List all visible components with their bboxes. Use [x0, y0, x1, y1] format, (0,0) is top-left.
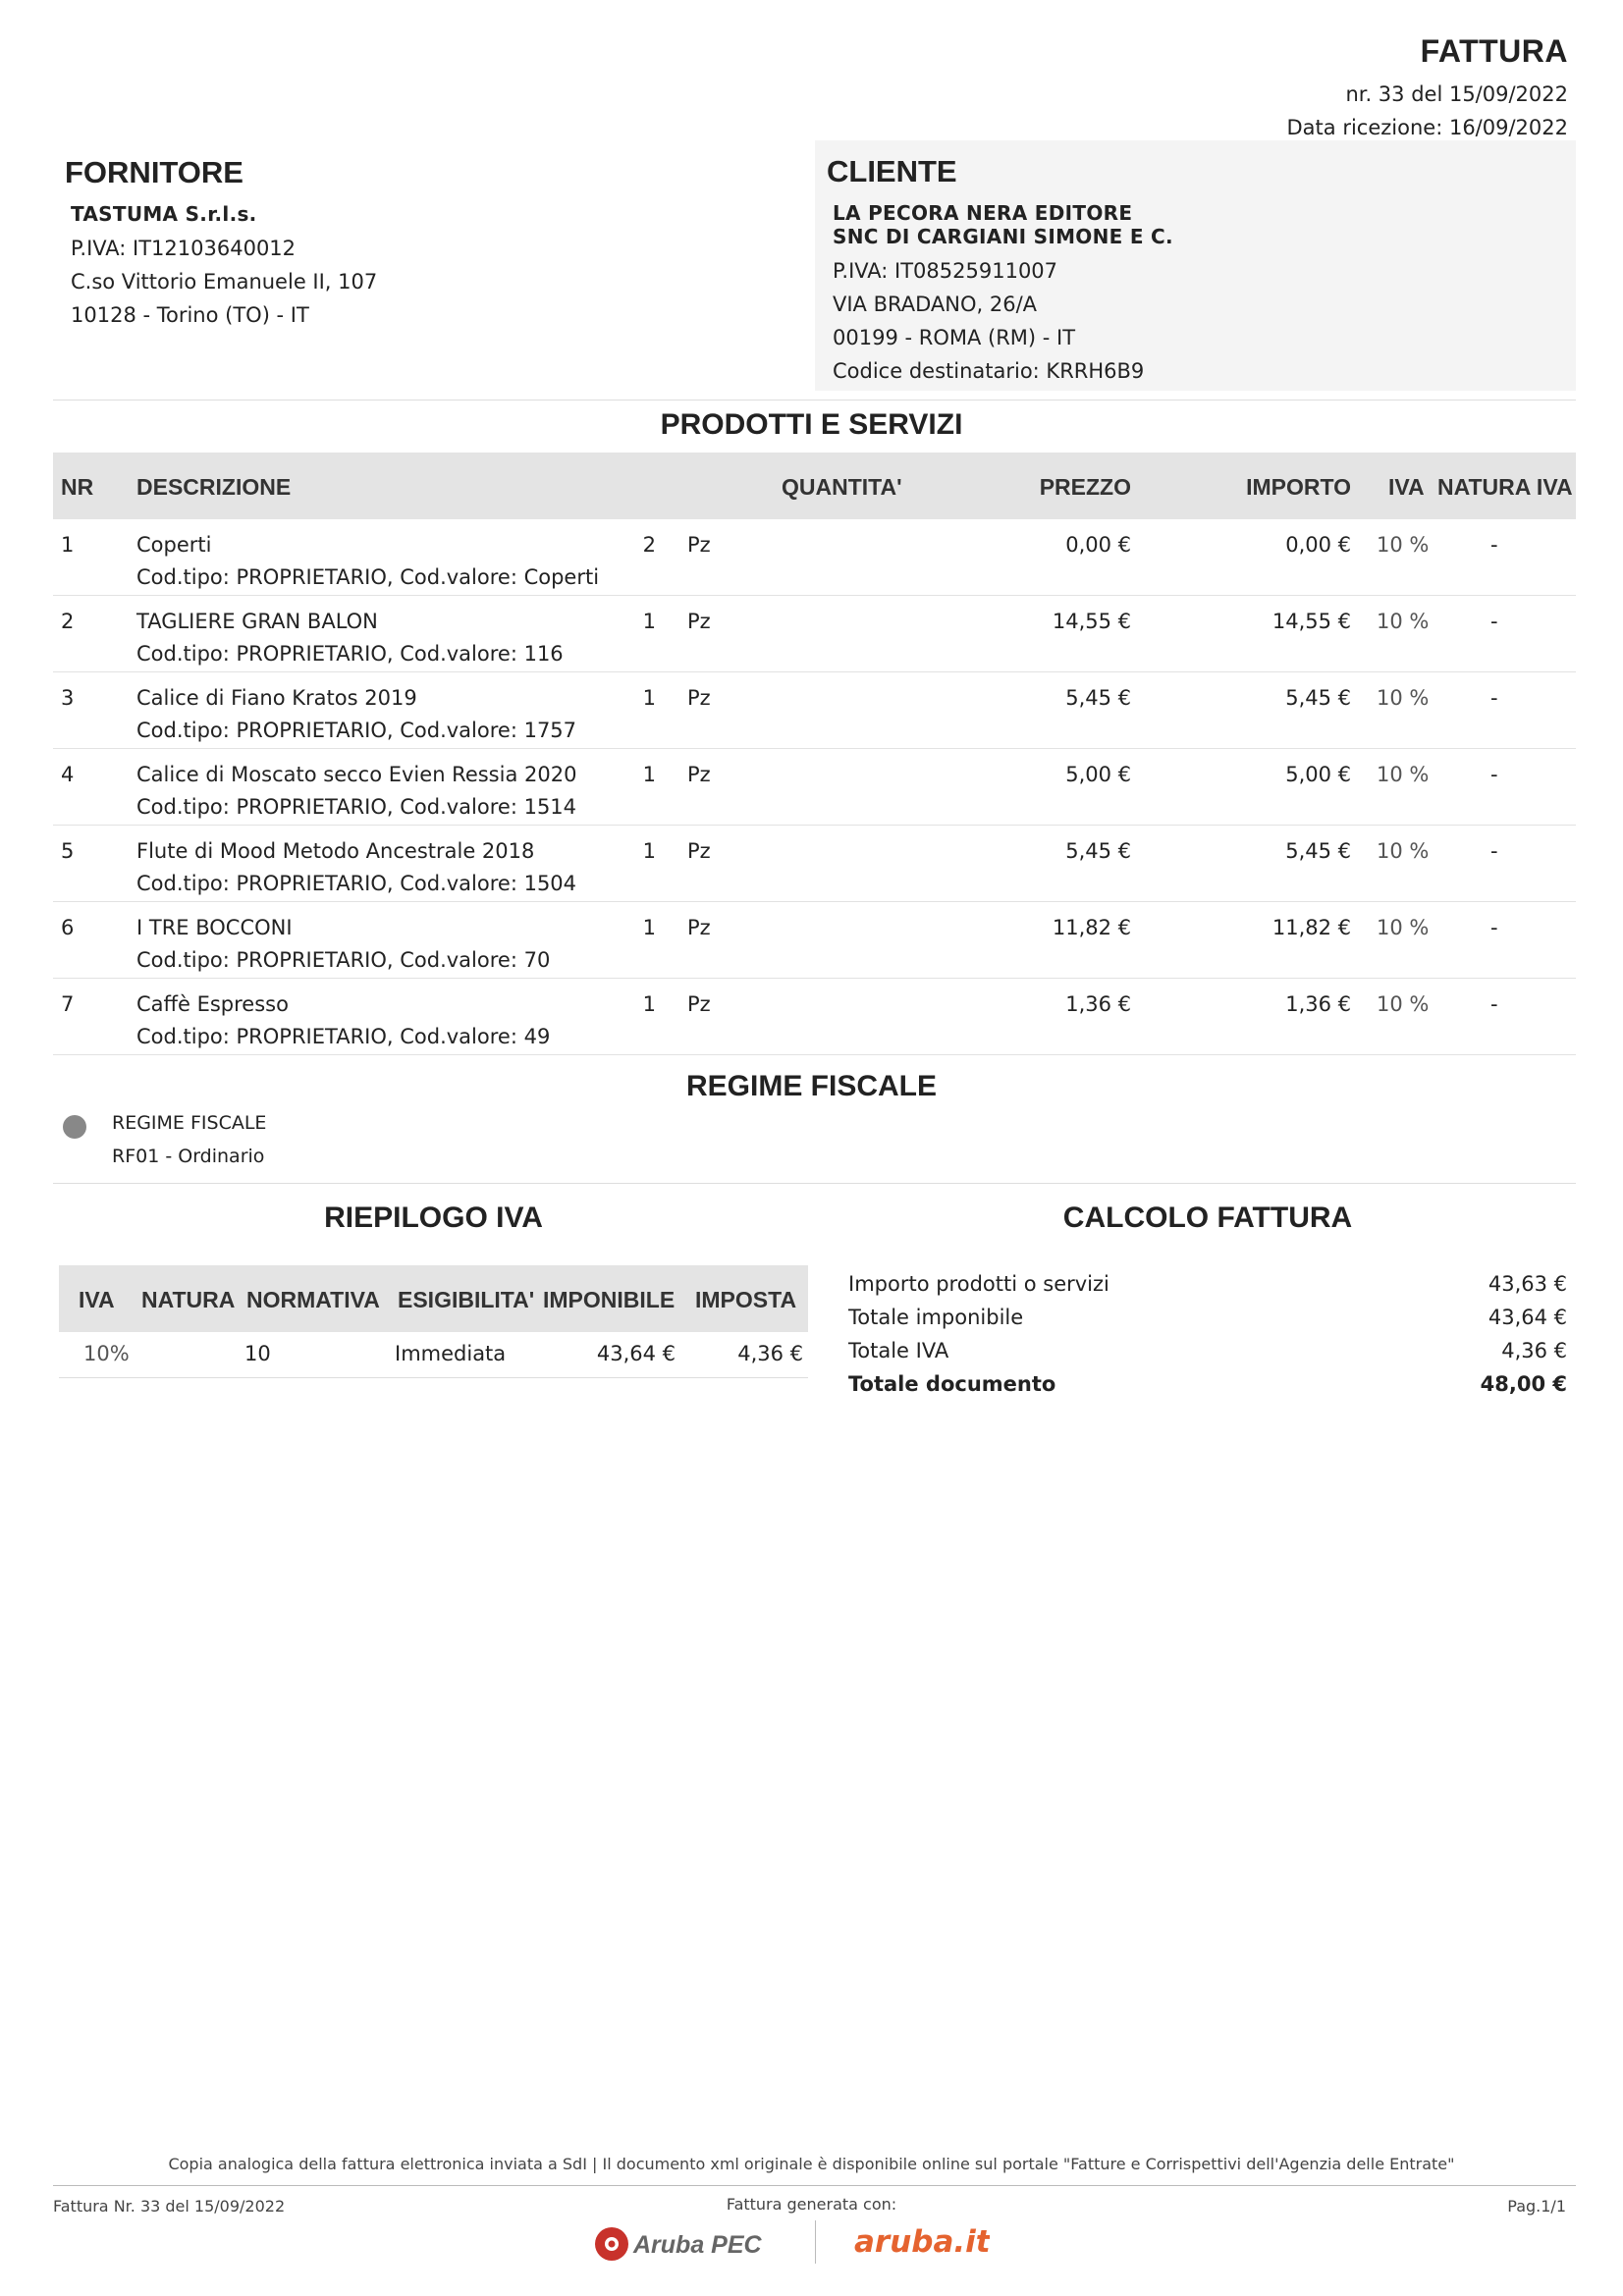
table-row	[53, 519, 1576, 596]
col-nr: NR	[61, 474, 94, 500]
calc-row-taxable	[848, 1302, 1567, 1335]
row-code: Cod.tipo: PROPRIETARIO, Cod.valore: 1514	[136, 795, 577, 819]
supplier-city: 10128 - Torino (TO) - IT	[71, 303, 309, 327]
client-heading: CLIENTE	[827, 154, 957, 188]
calc-block	[848, 1268, 1567, 1402]
supplier-vat: P.IVA: IT12103640012	[71, 237, 297, 260]
row-code: Cod.tipo: PROPRIETARIO, Cod.valore: 1757	[136, 719, 577, 742]
table-row	[53, 979, 1576, 1055]
row-vat: 10 %	[1377, 533, 1430, 557]
client-name-line1: LA PECORA NERA EDITORE	[833, 201, 1133, 225]
row-amount: 5,00 €	[1285, 763, 1351, 786]
vat-summary-row	[59, 1332, 808, 1378]
row-description: Flute di Mood Metodo Ancestrale 2018	[136, 839, 535, 863]
row-vat-nature: -	[1490, 839, 1498, 863]
row-code: Cod.tipo: PROPRIETARIO, Cod.valore: 49	[136, 1025, 551, 1048]
calc-value: 43,63 €	[1488, 1272, 1567, 1296]
regime-value: RF01 - Ordinario	[112, 1146, 265, 1167]
row-vat-nature: -	[1490, 610, 1498, 633]
row-code: Cod.tipo: PROPRIETARIO, Cod.valore: 116	[136, 642, 564, 666]
calc-value: 43,64 €	[1488, 1306, 1567, 1329]
row-vat: 10 %	[1377, 763, 1430, 786]
footer-divider	[53, 2185, 1576, 2186]
row-description: Caffè Espresso	[136, 992, 289, 1016]
vat-nature: 10	[244, 1342, 271, 1365]
row-nr: 1	[61, 533, 75, 557]
row-quantity: 1	[642, 763, 656, 786]
vat-summary-table	[59, 1265, 808, 1378]
calc-label: Totale documento	[848, 1372, 1056, 1396]
row-amount: 5,45 €	[1285, 839, 1351, 863]
row-quantity: 1	[642, 992, 656, 1016]
row-vat: 10 %	[1377, 916, 1430, 939]
footer-invoice-ref: Fattura Nr. 33 del 15/09/2022	[53, 2197, 286, 2216]
client-block	[815, 140, 1576, 391]
row-vat: 10 %	[1377, 839, 1430, 863]
supplier-address: C.so Vittorio Emanuele II, 107	[71, 270, 378, 294]
row-price: 1,36 €	[1065, 992, 1131, 1016]
row-amount: 0,00 €	[1285, 533, 1351, 557]
vat-rate: 10%	[83, 1342, 130, 1365]
row-vat-nature: -	[1490, 533, 1498, 557]
aruba-pec-logo	[592, 2223, 779, 2263]
row-description: TAGLIERE GRAN BALON	[136, 610, 378, 633]
calc-row-vat	[848, 1335, 1567, 1368]
col-tax: IMPOSTA	[695, 1287, 797, 1312]
row-amount: 14,55 €	[1271, 610, 1351, 633]
receipt-date: Data ricezione: 16/09/2022	[1286, 116, 1568, 139]
row-price: 11,82 €	[1052, 916, 1131, 939]
row-vat-nature: -	[1490, 992, 1498, 1016]
row-nr: 4	[61, 763, 75, 786]
calc-label: Totale imponibile	[848, 1306, 1024, 1329]
footer-note: Copia analogica della fattura elettronica inviata a SdI | Il documento xml originale è disponibile online sul portale "Fatture e Corrispettivi dell'Agenzia delle Entrate"	[168, 2155, 1455, 2173]
row-amount: 5,45 €	[1285, 686, 1351, 710]
bullet-icon	[63, 1115, 86, 1139]
aruba-pec-text: Aruba PEC	[633, 2231, 762, 2259]
aruba-it-logo	[852, 2218, 990, 2264]
row-quantity: 1	[642, 839, 656, 863]
table-row	[53, 596, 1576, 672]
row-nr: 2	[61, 610, 75, 633]
row-unit: Pz	[687, 533, 711, 557]
client-city: 00199 - ROMA (RM) - IT	[833, 326, 1076, 349]
row-vat-nature: -	[1490, 686, 1498, 710]
row-amount: 11,82 €	[1271, 916, 1351, 939]
row-description: Calice di Fiano Kratos 2019	[136, 686, 417, 710]
row-quantity: 1	[642, 610, 656, 633]
footer-page: Pag.1/1	[1507, 2197, 1566, 2216]
row-unit: Pz	[687, 916, 711, 939]
row-price: 5,00 €	[1065, 763, 1131, 786]
footer-generated-with: Fattura generata con:	[726, 2195, 897, 2214]
row-nr: 7	[61, 992, 75, 1016]
calc-row-products	[848, 1268, 1567, 1302]
regime-label: REGIME FISCALE	[112, 1112, 267, 1134]
invoice-title: FATTURA	[1420, 33, 1568, 69]
row-unit: Pz	[687, 610, 711, 633]
calc-heading: CALCOLO FATTURA	[1062, 1201, 1353, 1234]
row-unit: Pz	[687, 839, 711, 863]
row-nr: 3	[61, 686, 75, 710]
col-nature: NATURA	[141, 1287, 236, 1312]
vat-summary-heading: RIEPILOGO IVA	[324, 1201, 543, 1234]
col-price: PREZZO	[1039, 474, 1131, 500]
row-nr: 5	[61, 839, 75, 863]
row-description: Calice di Moscato secco Evien Ressia 2020	[136, 763, 577, 786]
row-vat-nature: -	[1490, 916, 1498, 939]
col-vat: IVA	[1388, 474, 1425, 500]
products-table	[53, 453, 1576, 1055]
col-amount: IMPORTO	[1246, 474, 1351, 500]
row-nr: 6	[61, 916, 75, 939]
col-chargeability: ESIGIBILITA'	[398, 1287, 535, 1312]
invoice-number: nr. 33 del 15/09/2022	[1345, 82, 1568, 106]
row-description: I TRE BOCCONI	[136, 916, 293, 939]
aruba-it-text: aruba.it	[854, 2224, 990, 2260]
table-row	[53, 826, 1576, 902]
vat-summary-header	[59, 1265, 808, 1332]
invoice-header	[1287, 33, 1568, 144]
supplier-heading: FORNITORE	[65, 155, 243, 189]
table-row	[53, 749, 1576, 826]
products-heading: PRODOTTI E SERVIZI	[660, 408, 963, 441]
row-code: Cod.tipo: PROPRIETARIO, Cod.valore: 70	[136, 948, 551, 972]
vat-chargeability: Immediata	[395, 1342, 507, 1365]
calc-row-total	[848, 1368, 1567, 1402]
aruba-it-icon	[852, 2218, 990, 2264]
calc-label: Totale IVA	[848, 1339, 949, 1362]
col-vat-nature: NATURA IVA	[1437, 474, 1573, 500]
row-price: 0,00 €	[1065, 533, 1131, 557]
vat-tax: 4,36 €	[737, 1342, 803, 1365]
calc-value: 4,36 €	[1501, 1339, 1567, 1362]
row-code: Cod.tipo: PROPRIETARIO, Cod.valore: 1504	[136, 872, 577, 895]
row-vat-nature: -	[1490, 763, 1498, 786]
logo-separator	[815, 2220, 816, 2264]
client-name-line2: SNC DI CARGIANI SIMONE E C.	[833, 225, 1173, 248]
row-vat: 10 %	[1377, 610, 1430, 633]
client-address: VIA BRADANO, 26/A	[833, 293, 1038, 316]
row-price: 14,55 €	[1052, 610, 1131, 633]
col-taxable: IMPONIBILE	[543, 1287, 676, 1312]
row-description: Coperti	[136, 533, 212, 557]
calc-value: 48,00 €	[1480, 1372, 1567, 1396]
client-vat: P.IVA: IT08525911007	[833, 259, 1058, 283]
table-row	[53, 672, 1576, 749]
products-table-body	[53, 519, 1576, 1055]
row-code: Cod.tipo: PROPRIETARIO, Cod.valore: Coperti	[136, 565, 600, 589]
supplier-block	[53, 147, 799, 393]
col-vat: IVA	[79, 1287, 115, 1312]
row-unit: Pz	[687, 763, 711, 786]
row-unit: Pz	[687, 686, 711, 710]
col-rule: NORMATIVA	[246, 1287, 380, 1312]
products-table-header	[53, 453, 1576, 519]
col-quantity: QUANTITA'	[782, 474, 902, 500]
row-quantity: 1	[642, 686, 656, 710]
row-quantity: 1	[642, 916, 656, 939]
row-vat: 10 %	[1377, 686, 1430, 710]
col-description: DESCRIZIONE	[136, 474, 292, 500]
client-recipient-code: Codice destinatario: KRRH6B9	[833, 359, 1145, 383]
row-quantity: 2	[642, 533, 656, 557]
aruba-pec-icon	[592, 2223, 779, 2263]
row-price: 5,45 €	[1065, 839, 1131, 863]
row-unit: Pz	[687, 992, 711, 1016]
row-vat: 10 %	[1377, 992, 1430, 1016]
vat-taxable: 43,64 €	[596, 1342, 676, 1365]
row-amount: 1,36 €	[1285, 992, 1351, 1016]
supplier-name: TASTUMA S.r.l.s.	[71, 202, 257, 226]
divider	[53, 1183, 1576, 1184]
row-price: 5,45 €	[1065, 686, 1131, 710]
table-row	[53, 902, 1576, 979]
regime-heading: REGIME FISCALE	[685, 1070, 937, 1102]
calc-label: Importo prodotti o servizi	[848, 1272, 1109, 1296]
